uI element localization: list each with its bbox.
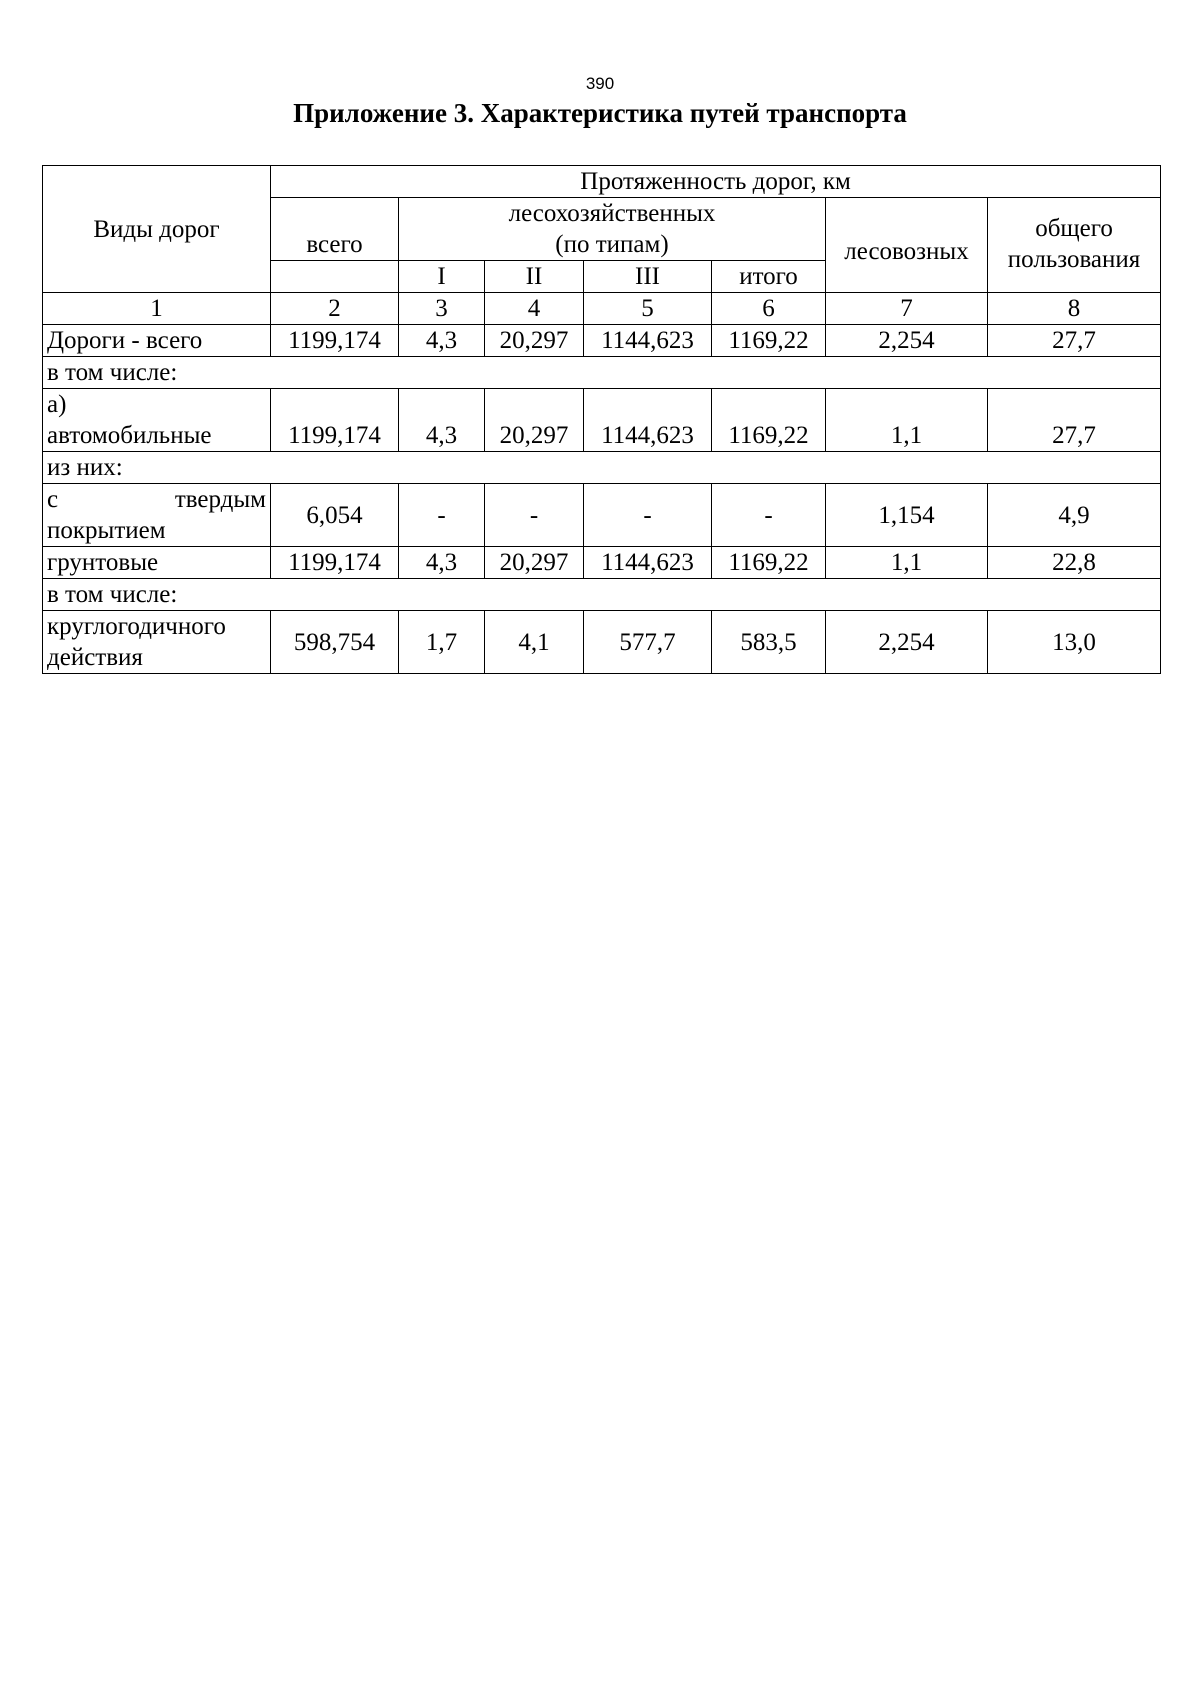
table-cell: 4,3: [399, 547, 485, 579]
table-cell: 20,297: [485, 325, 584, 357]
section-label: в том числе:: [43, 579, 1161, 611]
table-cell: 13,0: [988, 611, 1161, 674]
header-public: [988, 198, 1161, 293]
table-cell: 20,297: [485, 389, 584, 452]
table-cell: 598,754: [271, 611, 399, 674]
header-public-line1: общего: [1035, 215, 1113, 242]
table-row: [43, 611, 1161, 674]
table-cell: -: [399, 484, 485, 547]
table-cell: 20,297: [485, 547, 584, 579]
table-cell: 1144,623: [584, 547, 712, 579]
table-row: [43, 389, 1161, 452]
header-total: всего: [271, 198, 399, 261]
header-length-group: Протяженность дорог, км: [271, 166, 1161, 198]
table-cell: 1199,174: [271, 389, 399, 452]
table-cell: 1,1: [826, 547, 988, 579]
table-row: [43, 452, 1161, 484]
table-row: [43, 579, 1161, 611]
table-cell: 2,254: [826, 325, 988, 357]
table-cell: 4,3: [399, 389, 485, 452]
header-row-1: [43, 166, 1161, 198]
table-cell: 4,9: [988, 484, 1161, 547]
table-cell: -: [584, 484, 712, 547]
column-numbers-row: [43, 293, 1161, 325]
table-row: [43, 547, 1161, 579]
column-number: 6: [712, 293, 826, 325]
table-row: [43, 325, 1161, 357]
header-type-2: II: [485, 261, 584, 293]
column-number: 1: [43, 293, 271, 325]
table-cell: -: [712, 484, 826, 547]
row-label-word: твердым: [174, 486, 266, 513]
table-cell: 583,5: [712, 611, 826, 674]
row-label: Дороги - всего: [43, 325, 271, 357]
table-cell: 27,7: [988, 389, 1161, 452]
column-number: 7: [826, 293, 988, 325]
header-road-types: Виды дорог: [43, 166, 271, 293]
row-label-word: с: [47, 486, 59, 513]
header-forestry-line2: (по типам): [555, 231, 669, 258]
table-cell: 1,7: [399, 611, 485, 674]
table-cell: 1199,174: [271, 325, 399, 357]
road-characteristics-table: [42, 165, 1161, 674]
table-cell: 1169,22: [712, 547, 826, 579]
row-label-line2: покрытием: [47, 517, 166, 544]
table-cell: 1169,22: [712, 325, 826, 357]
table-cell: 1144,623: [584, 325, 712, 357]
row-label-line1: [47, 484, 266, 515]
section-label: в том числе:: [43, 357, 1161, 389]
table-cell: -: [485, 484, 584, 547]
row-label: [43, 484, 271, 547]
section-label: из них:: [43, 452, 1161, 484]
table-cell: 2,254: [826, 611, 988, 674]
column-number: 5: [584, 293, 712, 325]
header-public-line2: пользования: [1007, 246, 1141, 273]
header-forestry-line1: лесохозяйственных: [508, 200, 716, 227]
table-cell: 27,7: [988, 325, 1161, 357]
table-cell: 4,1: [485, 611, 584, 674]
table-cell: 1,1: [826, 389, 988, 452]
column-number: 2: [271, 293, 399, 325]
page-number: 390: [585, 74, 615, 93]
header-type-1: I: [399, 261, 485, 293]
row-label-line2: действия: [47, 644, 143, 671]
table-cell: 1169,22: [712, 389, 826, 452]
row-label: [43, 611, 271, 674]
header-type-total: итого: [712, 261, 826, 293]
row-label: грунтовые: [43, 547, 271, 579]
column-number: 3: [399, 293, 485, 325]
row-label-line1: а): [47, 391, 67, 418]
column-number: 8: [988, 293, 1161, 325]
column-number: 4: [485, 293, 584, 325]
table-cell: 1144,623: [584, 389, 712, 452]
table-cell: 4,3: [399, 325, 485, 357]
table-cell: 22,8: [988, 547, 1161, 579]
table-cell: 577,7: [584, 611, 712, 674]
row-label-line2: автомобильные: [47, 422, 212, 449]
row-label-line1: круглогодичного: [47, 613, 226, 640]
header-type-3: III: [584, 261, 712, 293]
table-row: [43, 484, 1161, 547]
table-cell: 1199,174: [271, 547, 399, 579]
page-title: Приложение 3. Характеристика путей транспорта: [293, 98, 907, 128]
row-label: [43, 389, 271, 452]
table-row: [43, 357, 1161, 389]
header-logging: лесовозных: [826, 198, 988, 293]
table-cell: 6,054: [271, 484, 399, 547]
header-total-blank: [271, 261, 399, 293]
header-forestry: [399, 198, 826, 261]
table-cell: 1,154: [826, 484, 988, 547]
